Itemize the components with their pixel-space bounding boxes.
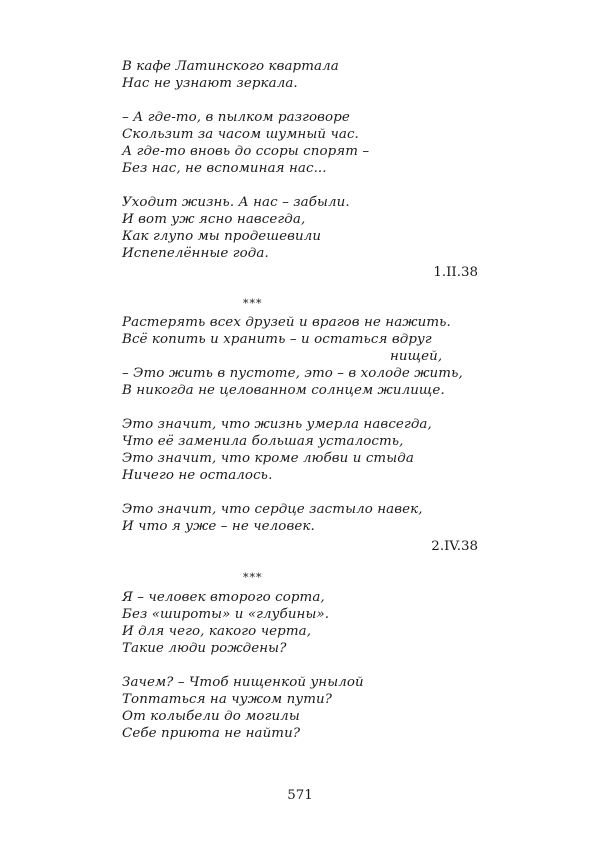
- poem-line: – А где-то, в пылком разговоре: [122, 110, 350, 125]
- poem-line: В кафе Латинского квартала: [122, 59, 339, 74]
- poem-line: Испепелённые года.: [122, 246, 269, 261]
- poem-line: Зачем? – Чтоб нищенкой унылой: [122, 675, 364, 690]
- poem-line: В никогда не целованном солнцем жилище.: [122, 383, 445, 398]
- section-separator: ***: [243, 297, 263, 310]
- poem-line: И для чего, какого черта,: [122, 624, 312, 639]
- poem-line: Нас не узнают зеркала.: [122, 76, 298, 91]
- poem-line: Топтаться на чужом пути?: [122, 692, 333, 707]
- poem-line: От колыбели до могилы: [122, 709, 300, 724]
- poem-line: И вот уж ясно навсегда,: [122, 212, 306, 227]
- poem-line: Как глупо мы продешевили: [122, 229, 322, 244]
- poem-line: Всё копить и хранить – и остаться вдруг: [122, 332, 432, 347]
- poem-line: Такие люди рождены?: [122, 641, 287, 656]
- poem-line: Я – человек второго сорта,: [122, 590, 325, 605]
- poem-line: Это значит, что сердце застыло навек,: [122, 502, 423, 517]
- poem-line: Что её заменила большая усталость,: [122, 434, 404, 449]
- poem-line: Растерять всех друзей и врагов не нажить.: [122, 315, 451, 330]
- poem-line: Это значит, что жизнь умерла навсегда,: [122, 417, 432, 432]
- poem-line: Скользит за часом шумный час.: [122, 127, 359, 142]
- poem-line: Без «широты» и «глубины».: [122, 607, 330, 622]
- page-number: 571: [287, 788, 313, 803]
- poem-line: Это значит, что кроме любви и стыда: [122, 451, 414, 466]
- poem-line: Ничего не осталось.: [122, 468, 273, 483]
- poem-line: И что я уже – не человек.: [122, 519, 315, 534]
- poem-line: Уходит жизнь. А нас – забыли.: [122, 195, 350, 210]
- poem-line: нищей,: [390, 349, 443, 364]
- poem-line: – Это жить в пустоте, это – в холоде жить,: [122, 366, 463, 381]
- poem-date: 2.IV.38: [431, 539, 478, 554]
- poem-line: Без нас, не вспоминая нас...: [122, 161, 327, 176]
- section-separator: ***: [243, 571, 263, 584]
- poem-line: Себе приюта не найти?: [122, 726, 301, 741]
- poem-line: А где-то вновь до ссоры спорят –: [122, 144, 370, 159]
- poem-date: 1.II.38: [433, 265, 478, 280]
